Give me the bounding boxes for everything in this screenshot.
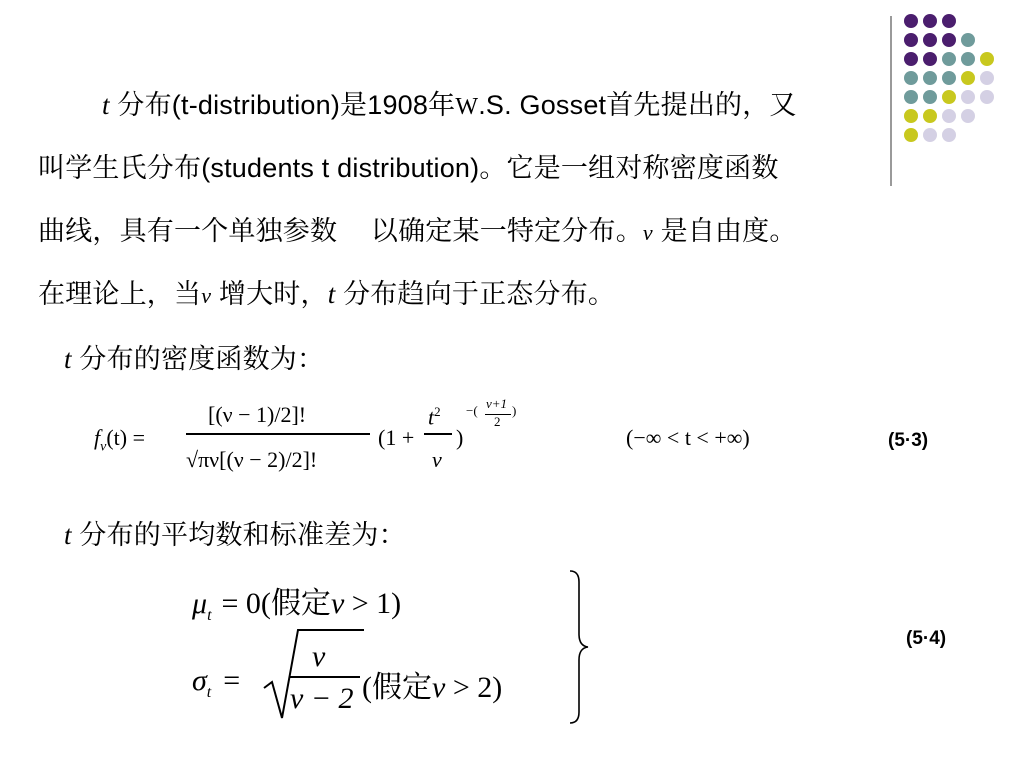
decorative-dot bbox=[904, 90, 918, 104]
decorative-dot bbox=[942, 52, 956, 66]
t-variable: t bbox=[327, 279, 336, 309]
decorative-dot bbox=[904, 33, 918, 47]
paragraph-line-3 bbox=[38, 218, 797, 246]
inner-fraction-bar bbox=[424, 433, 452, 435]
t-symbol: t bbox=[428, 404, 435, 430]
t-variable: t bbox=[102, 90, 110, 120]
decorative-dot bbox=[961, 52, 975, 66]
argument: (t) = bbox=[106, 425, 146, 450]
fraction-denominator: √πν[(ν − 2)/2]! bbox=[186, 447, 318, 472]
paragraph-line-1 bbox=[102, 92, 797, 121]
text: 曲线，具有一个单独参数 bbox=[38, 216, 345, 246]
decorative-dot bbox=[942, 71, 956, 85]
nu-symbol: ν bbox=[330, 587, 345, 620]
mu-symbol: μ bbox=[192, 587, 208, 620]
decorative-dot bbox=[923, 52, 937, 66]
text: .S. Gosset首先提出的，又 bbox=[478, 90, 797, 120]
nu-symbol: ν bbox=[201, 283, 212, 308]
t-subscript: t bbox=[206, 684, 212, 701]
rhs: = 0( bbox=[221, 587, 271, 620]
text: 分布的平均数和标准差为： bbox=[71, 520, 406, 550]
decorative-dot bbox=[904, 128, 918, 142]
exponent-close: ) bbox=[512, 403, 517, 418]
f-symbol: f bbox=[94, 425, 101, 450]
decorative-dot bbox=[904, 109, 918, 123]
text: 分布的密度函数为： bbox=[71, 344, 325, 374]
rest: > 2) bbox=[445, 671, 503, 704]
equation-number: (5·4) bbox=[906, 628, 947, 649]
mean-equation bbox=[192, 578, 401, 625]
mean-sd-heading bbox=[64, 522, 406, 549]
t-subscript: t bbox=[207, 607, 212, 624]
paragraph-line-2: 叫学生氏分布(students t distribution)。它是一组对称密度函数 bbox=[38, 153, 779, 183]
paren-open: (1 + bbox=[378, 425, 415, 450]
exponent-numerator: ν+1 bbox=[486, 396, 508, 411]
decorative-dot bbox=[980, 90, 994, 104]
fraction-numerator: [(ν − 1)/2]! bbox=[208, 402, 307, 427]
decorative-dot bbox=[923, 128, 937, 142]
decorative-dot bbox=[961, 109, 975, 123]
inner-denominator: ν bbox=[432, 447, 442, 472]
text: 增大时， bbox=[211, 279, 328, 309]
text: 是自由度。 bbox=[652, 216, 797, 246]
decorative-dot bbox=[942, 109, 956, 123]
decorative-dot bbox=[942, 33, 956, 47]
vertical-rule bbox=[890, 16, 892, 186]
nu-symbol: ν bbox=[642, 220, 653, 245]
decorative-dot bbox=[923, 14, 937, 28]
decorative-dot bbox=[961, 71, 975, 85]
decorative-dot bbox=[942, 14, 956, 28]
condition: 假定 bbox=[270, 586, 331, 621]
decorative-dot bbox=[904, 71, 918, 85]
decorative-dot bbox=[942, 90, 956, 104]
text: 分布趋向于正态分布。 bbox=[335, 279, 616, 309]
decorative-dot bbox=[923, 109, 937, 123]
sd-fraction-denominator bbox=[290, 682, 354, 716]
sigma-symbol: σ bbox=[192, 664, 207, 697]
text: 分布(t-distribution)是1908年 bbox=[109, 90, 456, 120]
sd-condition bbox=[362, 662, 502, 706]
decorative-dot bbox=[961, 33, 975, 47]
paren: ( bbox=[362, 671, 372, 704]
inner-numerator bbox=[428, 404, 441, 430]
exponent-sign: −( bbox=[466, 403, 478, 418]
decorative-dot bbox=[904, 52, 918, 66]
exponent-2: 2 bbox=[434, 404, 441, 419]
right-brace bbox=[566, 568, 592, 726]
equals: = bbox=[223, 664, 241, 697]
decorative-dot bbox=[923, 33, 937, 47]
decorative-dot bbox=[923, 90, 937, 104]
paragraph-line-4 bbox=[38, 281, 615, 309]
decorative-dot bbox=[980, 52, 994, 66]
decorative-dot bbox=[904, 14, 918, 28]
decorative-dot bbox=[961, 90, 975, 104]
paren-close: ) bbox=[456, 425, 464, 450]
text: 在理论上，当 bbox=[38, 279, 202, 309]
t-variable: t bbox=[64, 344, 72, 374]
fraction-bar bbox=[186, 433, 370, 435]
nu-subscript: ν bbox=[100, 439, 107, 455]
decorative-dot bbox=[942, 128, 956, 142]
exponent-denominator: 2 bbox=[494, 414, 501, 429]
equation-number: (5·3) bbox=[888, 430, 929, 451]
t-variable: t bbox=[64, 520, 72, 550]
decorative-dot bbox=[980, 71, 994, 85]
condition: 假定 bbox=[372, 670, 432, 705]
text: 以确定某一特定分布。 bbox=[370, 216, 643, 246]
range: (−∞ < t < +∞) bbox=[626, 425, 750, 450]
w-initial: W bbox=[455, 94, 479, 120]
nu-symbol: ν bbox=[432, 671, 446, 704]
sd-fraction-bar bbox=[290, 676, 360, 678]
formula-lhs bbox=[94, 425, 145, 455]
sd-fraction-numerator: ν bbox=[312, 640, 326, 673]
rhs-rest: > 1) bbox=[344, 587, 402, 620]
decorative-dot-grid bbox=[904, 14, 1014, 164]
decorative-dot bbox=[923, 71, 937, 85]
density-heading bbox=[64, 346, 324, 373]
denominator-text: ν − 2 bbox=[290, 682, 354, 715]
sd-lhs bbox=[192, 664, 240, 702]
